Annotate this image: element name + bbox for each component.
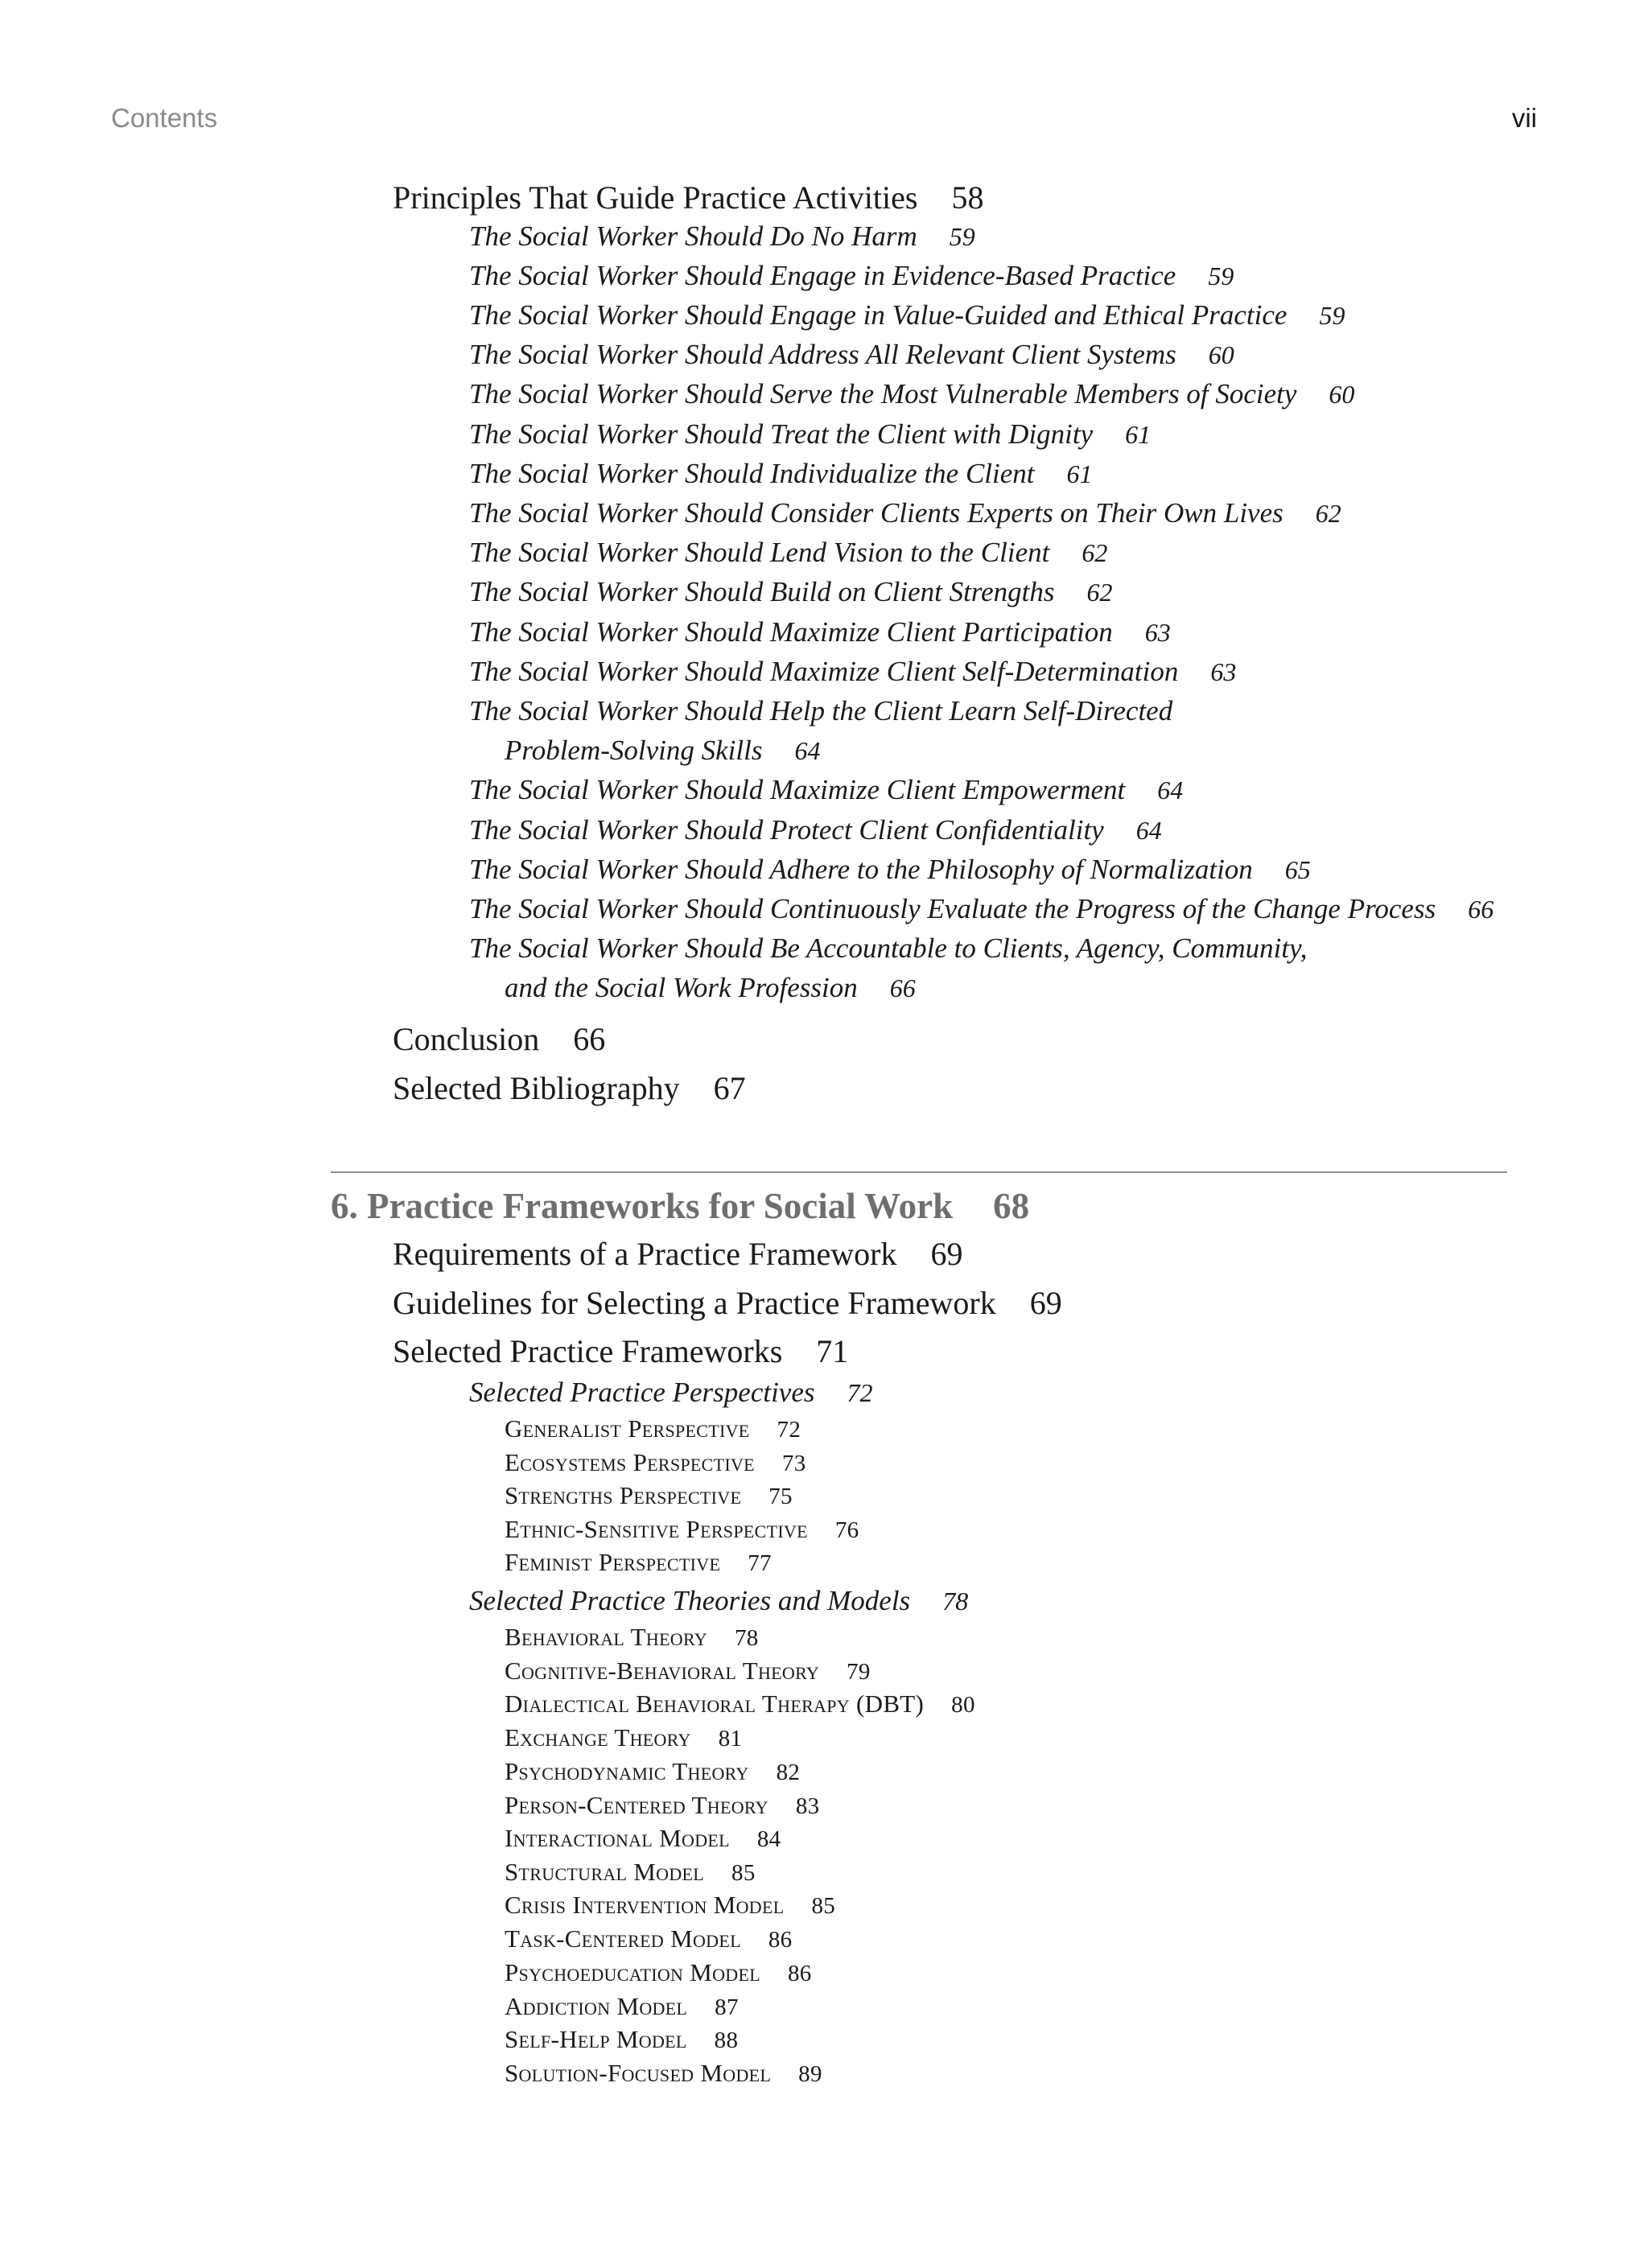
toc-title: The Social Worker Should Serve the Most Vulnerable Members of Society (469, 378, 1297, 410)
toc-page: 83 (795, 1793, 820, 1819)
toc-entry (469, 378, 1354, 410)
running-head: Contents (111, 103, 218, 133)
toc-entry (505, 1824, 781, 1853)
toc-title: Dialectical Behavioral Therapy (DBT) (505, 1690, 925, 1718)
toc-page: 59 (1319, 301, 1345, 330)
toc-title: Person-Centered Theory (505, 1791, 768, 1819)
toc-title: Cognitive-Behavioral Theory (505, 1657, 820, 1685)
toc-entry (505, 1891, 835, 1920)
toc-title: The Social Worker Should Consider Clients Experts on Their Own Lives (469, 497, 1283, 529)
toc-page: 62 (1315, 499, 1341, 528)
toc-page: 63 (1144, 618, 1171, 647)
toc-page: 69 (1029, 1285, 1062, 1321)
toc-page: 61 (1066, 459, 1093, 488)
toc-page: 89 (798, 2061, 822, 2087)
toc-page: 73 (781, 1451, 806, 1476)
toc-entry (469, 616, 1171, 648)
toc-page: 58 (951, 179, 984, 216)
toc-title: The Social Worker Should Build on Client Strengths (469, 576, 1055, 607)
toc-entry (505, 1958, 812, 1987)
toc-entry (505, 1723, 742, 1752)
toc-title: Interactional Model (505, 1824, 730, 1852)
toc-entry (469, 220, 975, 253)
toc-page: 84 (756, 1826, 781, 1852)
toc-entry (505, 1757, 800, 1786)
toc-entry (469, 893, 1494, 925)
toc-page: 77 (748, 1550, 772, 1576)
toc-title: Guidelines for Selecting a Practice Framework (393, 1285, 996, 1321)
toc-entry (469, 656, 1236, 688)
toc-entry (469, 695, 1172, 727)
toc-title: Selected Practice Frameworks (393, 1333, 783, 1369)
toc-page: 64 (1157, 776, 1184, 805)
toc-title: The Social Worker Should Treat the Client with Dignity (469, 418, 1094, 450)
toc-title: Strengths Perspective (505, 1481, 742, 1509)
toc-entry (505, 1858, 756, 1887)
toc-page: 85 (731, 1860, 756, 1886)
toc-page: 59 (949, 222, 975, 251)
toc-entry (469, 339, 1234, 371)
toc-entry (393, 179, 983, 216)
toc-entry (469, 418, 1151, 451)
toc-title: The Social Worker Should Do No Harm (469, 220, 917, 252)
toc-entry (393, 1069, 746, 1107)
toc-entry (505, 1448, 806, 1477)
toc-page: 78 (734, 1625, 759, 1651)
toc-page: 62 (1086, 578, 1113, 607)
chapter-page: 68 (993, 1186, 1030, 1226)
toc-page: 61 (1125, 420, 1152, 449)
toc-entry (393, 1332, 848, 1370)
toc-page: 71 (816, 1333, 849, 1369)
toc-page: 66 (1468, 895, 1494, 924)
toc-title: The Social Worker Should Maximize Client Empowerment (469, 774, 1126, 805)
toc-page: 64 (794, 736, 821, 765)
toc-title: The Social Worker Should Engage in Value-Guided and Ethical Practice (469, 299, 1288, 331)
toc-page: 75 (768, 1484, 793, 1509)
toc-entry (469, 854, 1311, 886)
toc-title: and the Social Work Profession (505, 972, 858, 1003)
toc-entry-continuation (505, 972, 916, 1004)
toc-title: Generalist Perspective (505, 1414, 750, 1443)
toc-entry (469, 260, 1234, 292)
toc-page: 80 (951, 1692, 975, 1718)
toc-title: Feminist Perspective (505, 1548, 721, 1576)
toc-title: Psychoeducation Model (505, 1958, 760, 1986)
toc-title: Task-Centered Model (505, 1924, 741, 1953)
page-number: vii (1511, 103, 1537, 133)
toc-page: 72 (777, 1417, 801, 1443)
toc-page: 60 (1329, 380, 1355, 409)
toc-entry (469, 814, 1162, 846)
toc-entry (505, 1924, 792, 1953)
toc-title: Principles That Guide Practice Activities (393, 179, 918, 216)
toc-title: Selected Practice Perspectives (469, 1377, 815, 1408)
toc-page: 65 (1284, 855, 1311, 884)
toc-title: Requirements of a Practice Framework (393, 1236, 897, 1272)
toc-page: 79 (847, 1659, 871, 1685)
toc-entry (393, 1020, 605, 1058)
toc-entry (469, 1585, 968, 1617)
toc-entry (393, 1235, 962, 1273)
toc-entry (505, 1481, 793, 1510)
toc-title: The Social Worker Should Lend Vision to the Client (469, 537, 1050, 568)
toc-title: The Social Worker Should Maximize Client Participation (469, 616, 1113, 648)
toc-entry (469, 774, 1183, 806)
toc-title: The Social Worker Should Help the Client Learn Self-Directed (469, 695, 1173, 727)
toc-entry (505, 1414, 801, 1443)
toc-entry (469, 497, 1341, 529)
toc-title: The Social Worker Should Engage in Evidence-Based Practice (469, 260, 1176, 291)
toc-title: The Social Worker Should Adhere to the Philosophy of Normalization (469, 854, 1253, 885)
toc-entry (505, 1515, 859, 1544)
toc-entry (505, 2025, 738, 2054)
chapter-title: 6. Practice Frameworks for Social Work (331, 1186, 954, 1226)
toc-page: 81 (718, 1726, 743, 1751)
toc-entry (505, 1657, 871, 1686)
toc-title: Structural Model (505, 1858, 705, 1886)
toc-title: The Social Worker Should Continuously Evaluate the Progress of the Change Process (469, 893, 1436, 924)
toc-page: 66 (889, 973, 916, 1002)
divider (331, 1171, 1507, 1173)
toc-page: 82 (776, 1760, 801, 1785)
toc-page: 59 (1208, 261, 1234, 290)
toc-title: Psychodynamic Theory (505, 1757, 749, 1785)
toc-title: Self-Help Model (505, 2025, 687, 2053)
toc-page: 69 (930, 1236, 963, 1272)
toc-title: Selected Practice Theories and Models (469, 1585, 911, 1616)
toc-entry (505, 1623, 759, 1652)
toc-title: Exchange Theory (505, 1723, 691, 1751)
toc-title: The Social Worker Should Address All Relevant Client Systems (469, 339, 1176, 370)
toc-title: Conclusion (393, 1021, 540, 1057)
toc-entry (469, 537, 1107, 569)
toc-title: The Social Worker Should Individualize the Client (469, 458, 1035, 489)
toc-page: 72 (847, 1378, 873, 1407)
toc-title: Crisis Intervention Model (505, 1891, 785, 1919)
toc-entry (505, 1992, 739, 2021)
toc-title: Solution-Focused Model (505, 2059, 772, 2087)
toc-page: 76 (834, 1517, 859, 1543)
toc-page: 67 (713, 1070, 746, 1106)
toc-page: 86 (768, 1927, 793, 1953)
chapter-heading (331, 1185, 1029, 1227)
toc-entry (505, 1791, 819, 1820)
toc-entry (505, 1690, 975, 1718)
toc-title: Addiction Model (505, 1992, 688, 2020)
toc-page: 62 (1082, 538, 1108, 567)
toc-entry (469, 458, 1093, 490)
toc-page: 63 (1210, 657, 1237, 686)
toc-entry-continuation (505, 735, 820, 767)
toc-entry (393, 1284, 1062, 1322)
toc-page: 87 (715, 1994, 739, 2020)
toc-page: 60 (1208, 340, 1234, 369)
toc-title: The Social Worker Should Maximize Client Self-Determination (469, 656, 1179, 687)
toc-entry (505, 1548, 772, 1577)
toc-title: Problem-Solving Skills (505, 735, 763, 766)
toc-entry (469, 299, 1345, 331)
toc-title: Ecosystems Perspective (505, 1448, 755, 1476)
toc-entry (505, 2059, 822, 2088)
toc-title: The Social Worker Should Protect Client Confidentiality (469, 814, 1104, 846)
toc-title: Ethnic-Sensitive Perspective (505, 1515, 808, 1543)
toc-entry (469, 932, 1307, 965)
toc-title: The Social Worker Should Be Accountable to Clients, Agency, Community, (469, 932, 1308, 964)
toc-title: Selected Bibliography (393, 1070, 680, 1106)
toc-page: 85 (811, 1893, 836, 1919)
toc-entry (469, 576, 1113, 608)
toc-page: 86 (787, 1961, 812, 1986)
toc-title: Behavioral Theory (505, 1623, 707, 1651)
toc-page: 78 (942, 1587, 969, 1616)
toc-page: 88 (714, 2027, 739, 2053)
toc-page: 66 (573, 1021, 606, 1057)
toc-entry (469, 1377, 873, 1409)
toc-page: 64 (1135, 816, 1162, 845)
